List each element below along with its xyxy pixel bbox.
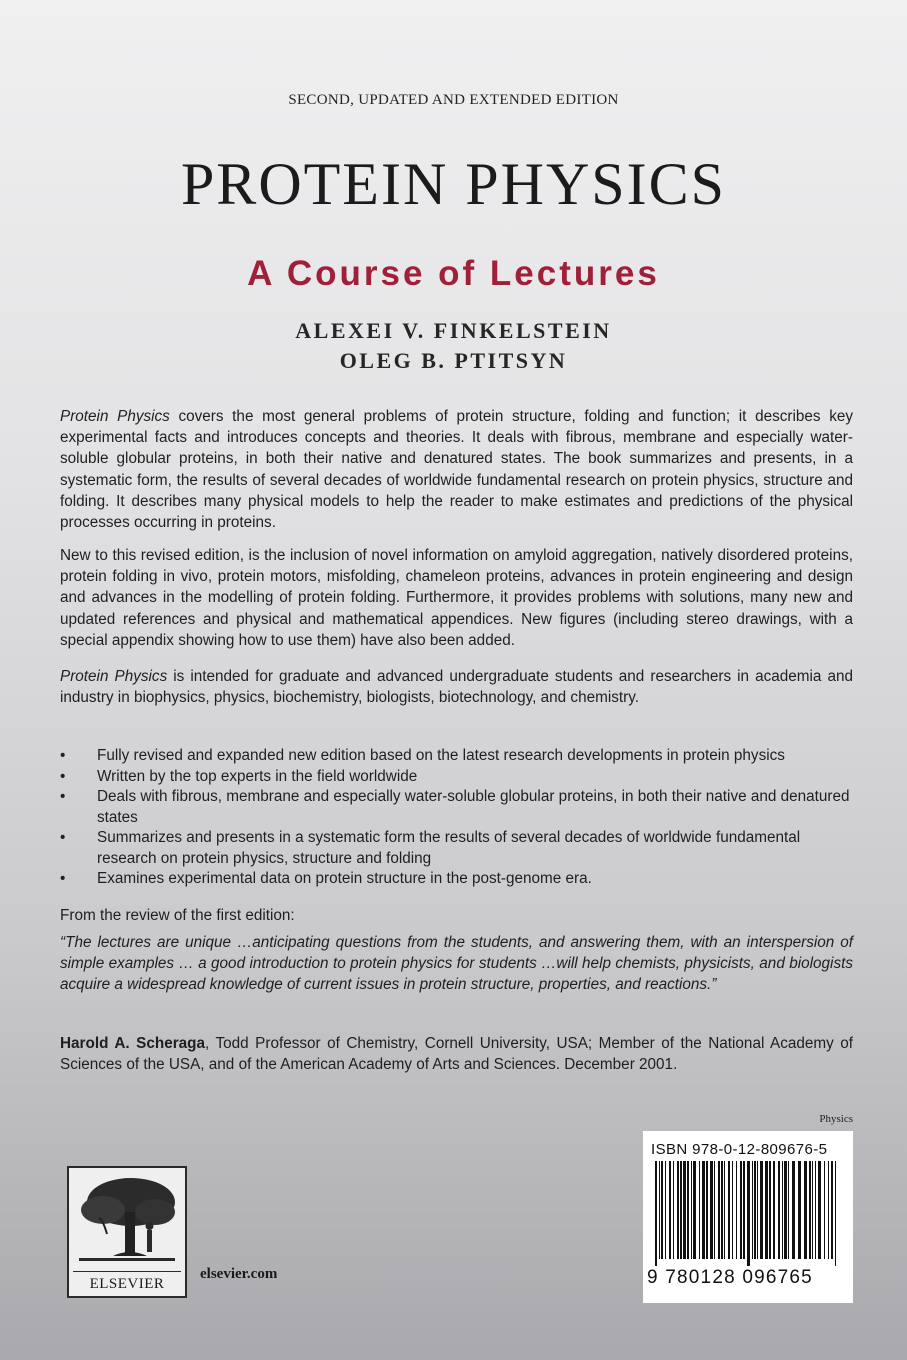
paragraph-3-text: is intended for graduate and advanced undergraduate students and researchers in academia and industry in biophysics, physics, biochemistry, biologists, biotechnology, and chemistry. bbox=[60, 668, 853, 707]
barcode-bar bbox=[784, 1161, 787, 1259]
isbn-label: ISBN 978-0-12-809676-5 bbox=[651, 1141, 828, 1158]
barcode-bar bbox=[699, 1161, 700, 1259]
barcode-bar bbox=[798, 1161, 801, 1259]
description-paragraph-3 bbox=[60, 666, 853, 708]
barcode-bar bbox=[815, 1161, 816, 1259]
barcode-bar bbox=[677, 1161, 679, 1259]
author-1: ALEXEI V. FINKELSTEIN bbox=[295, 318, 612, 343]
barcode-bar bbox=[778, 1161, 780, 1259]
barcode-bar bbox=[661, 1161, 663, 1259]
barcode-bar bbox=[804, 1161, 807, 1259]
reviewer-details: , Todd Professor of Chemistry, Cornell University, USA; Member of the National Academy of Sciences of the USA, and of the American Academy of Arts and Sciences. December 2001. bbox=[60, 1035, 853, 1073]
barcode-bar bbox=[812, 1161, 813, 1259]
barcode-panel bbox=[643, 1131, 853, 1303]
book-name-italic: Protein Physics bbox=[60, 668, 168, 685]
bullet-icon: • bbox=[60, 747, 66, 764]
barcode-bar bbox=[732, 1161, 733, 1259]
barcode-bar bbox=[752, 1161, 753, 1259]
publisher-logo bbox=[67, 1166, 187, 1298]
barcode-bar bbox=[665, 1161, 666, 1259]
barcode-bar bbox=[721, 1161, 723, 1259]
description-paragraph-1 bbox=[60, 406, 853, 533]
list-item: • Fully revised and expanded new edition based on the latest research developments in protein physics bbox=[60, 746, 860, 767]
barcode-bar bbox=[655, 1161, 657, 1266]
barcode-bar bbox=[724, 1161, 725, 1259]
list-item: • Written by the top experts in the field worldwide bbox=[60, 767, 860, 788]
barcode-bar bbox=[728, 1161, 730, 1259]
barcode-bar bbox=[659, 1161, 660, 1259]
barcode-bar bbox=[824, 1161, 825, 1259]
barcode-bar bbox=[769, 1161, 771, 1259]
barcode-bar bbox=[673, 1161, 674, 1259]
barcode-bar bbox=[693, 1161, 696, 1259]
feature-list bbox=[60, 746, 860, 890]
barcode-bar bbox=[782, 1161, 783, 1259]
barcode-bar bbox=[765, 1161, 768, 1259]
barcode-bar bbox=[702, 1161, 705, 1259]
barcode-bar bbox=[792, 1161, 795, 1259]
book-subtitle: A Course of Lectures bbox=[247, 254, 660, 293]
barcode-bar bbox=[828, 1161, 829, 1259]
bullet-icon: • bbox=[60, 829, 66, 846]
description-paragraph-2: New to this revised edition, is the inclusion of novel information on amyloid aggregation, natively disordered proteins, protein folding in vivo, protein motors, misfolding, chameleon proteins, advances in protein engineering and design and advances in the modelling of protein folding. Furthermore, it provides problems with solutions, many new and updated references and physical and mathematical appendices. New figures (including stereo drawings, with a special appendix showing how to use them) have also been added. bbox=[60, 547, 853, 649]
subject-category: Physics bbox=[819, 1113, 853, 1125]
reviewer-name: Harold A. Scheraga bbox=[60, 1035, 206, 1052]
logo-divider bbox=[73, 1271, 181, 1272]
review-quote: “The lectures are unique …anticipating questions from the students, and answering them, with an interspersion of simple examples … a good introduction to protein physics for students …will help chemists, physicists, and biologists acquire a widespread knowledge of current issues in protein structure, properties, and reactions.” bbox=[60, 934, 853, 993]
barcode-bar bbox=[691, 1161, 692, 1259]
barcode-bar bbox=[718, 1161, 720, 1259]
bullet-icon: • bbox=[60, 870, 66, 887]
barcode-bar bbox=[809, 1161, 811, 1259]
barcode-bar bbox=[788, 1161, 789, 1259]
barcode-bar bbox=[773, 1161, 775, 1259]
author-2: OLEG B. PTITSYN bbox=[339, 348, 568, 373]
bullet-icon: • bbox=[60, 788, 66, 805]
list-item: • Examines experimental data on protein structure in the post-genome era. bbox=[60, 869, 860, 890]
review-heading: From the review of the first edition: bbox=[60, 907, 295, 924]
publisher-url[interactable]: elsevier.com bbox=[200, 1266, 278, 1282]
ean-digits: 9 780128 096765 bbox=[647, 1267, 813, 1288]
barcode-bar bbox=[683, 1161, 686, 1259]
book-name-italic: Protein Physics bbox=[60, 408, 170, 425]
barcode-icon bbox=[653, 1161, 843, 1266]
review-attribution bbox=[60, 1033, 853, 1075]
edition-label: SECOND, UPDATED AND EXTENDED EDITION bbox=[288, 92, 619, 108]
tree-icon bbox=[73, 1172, 181, 1268]
barcode-bar bbox=[747, 1161, 750, 1266]
barcode-bar bbox=[736, 1161, 737, 1259]
barcode-bar bbox=[706, 1161, 708, 1259]
barcode-bar bbox=[740, 1161, 742, 1259]
barcode-bar bbox=[831, 1161, 833, 1259]
paragraph-1-text: covers the most general problems of protein structure, folding and function; it describes key experimental facts and introduces concepts and theories. It deals with fibrous, membrane and especially water-soluble globular proteins, in both their native and denatured states. The book summarizes and presents, in a systematic form, the results of several decades of worldwide fundamental research on protein physics, structure and folding. It describes many physical models to help the reader to make estimates and predictions of the physical processes occurring in proteins. bbox=[60, 408, 853, 532]
bullet-icon: • bbox=[60, 767, 66, 785]
barcode-bar bbox=[687, 1161, 689, 1259]
barcode-bar bbox=[835, 1161, 836, 1266]
barcode-bar bbox=[669, 1161, 671, 1259]
list-item: • Deals with fibrous, membrane and especially water-soluble globular proteins, in both their native and denatured states bbox=[60, 788, 850, 826]
barcode-bar bbox=[818, 1161, 821, 1259]
barcode-bar bbox=[743, 1161, 745, 1259]
barcode-bar bbox=[714, 1161, 715, 1259]
barcode-bar bbox=[710, 1161, 713, 1259]
barcode-bar bbox=[757, 1161, 758, 1259]
list-item: • Summarizes and presents in a systematic form the results of several decades of worldwide fundamental research on protein physics, structure and folding bbox=[60, 829, 801, 867]
barcode-bar bbox=[754, 1161, 756, 1259]
publisher-wordmark: ELSEVIER bbox=[89, 1276, 165, 1292]
barcode-bar bbox=[760, 1161, 763, 1259]
book-title: PROTEIN PHYSICS bbox=[180, 151, 727, 217]
barcode-bar bbox=[680, 1161, 682, 1259]
